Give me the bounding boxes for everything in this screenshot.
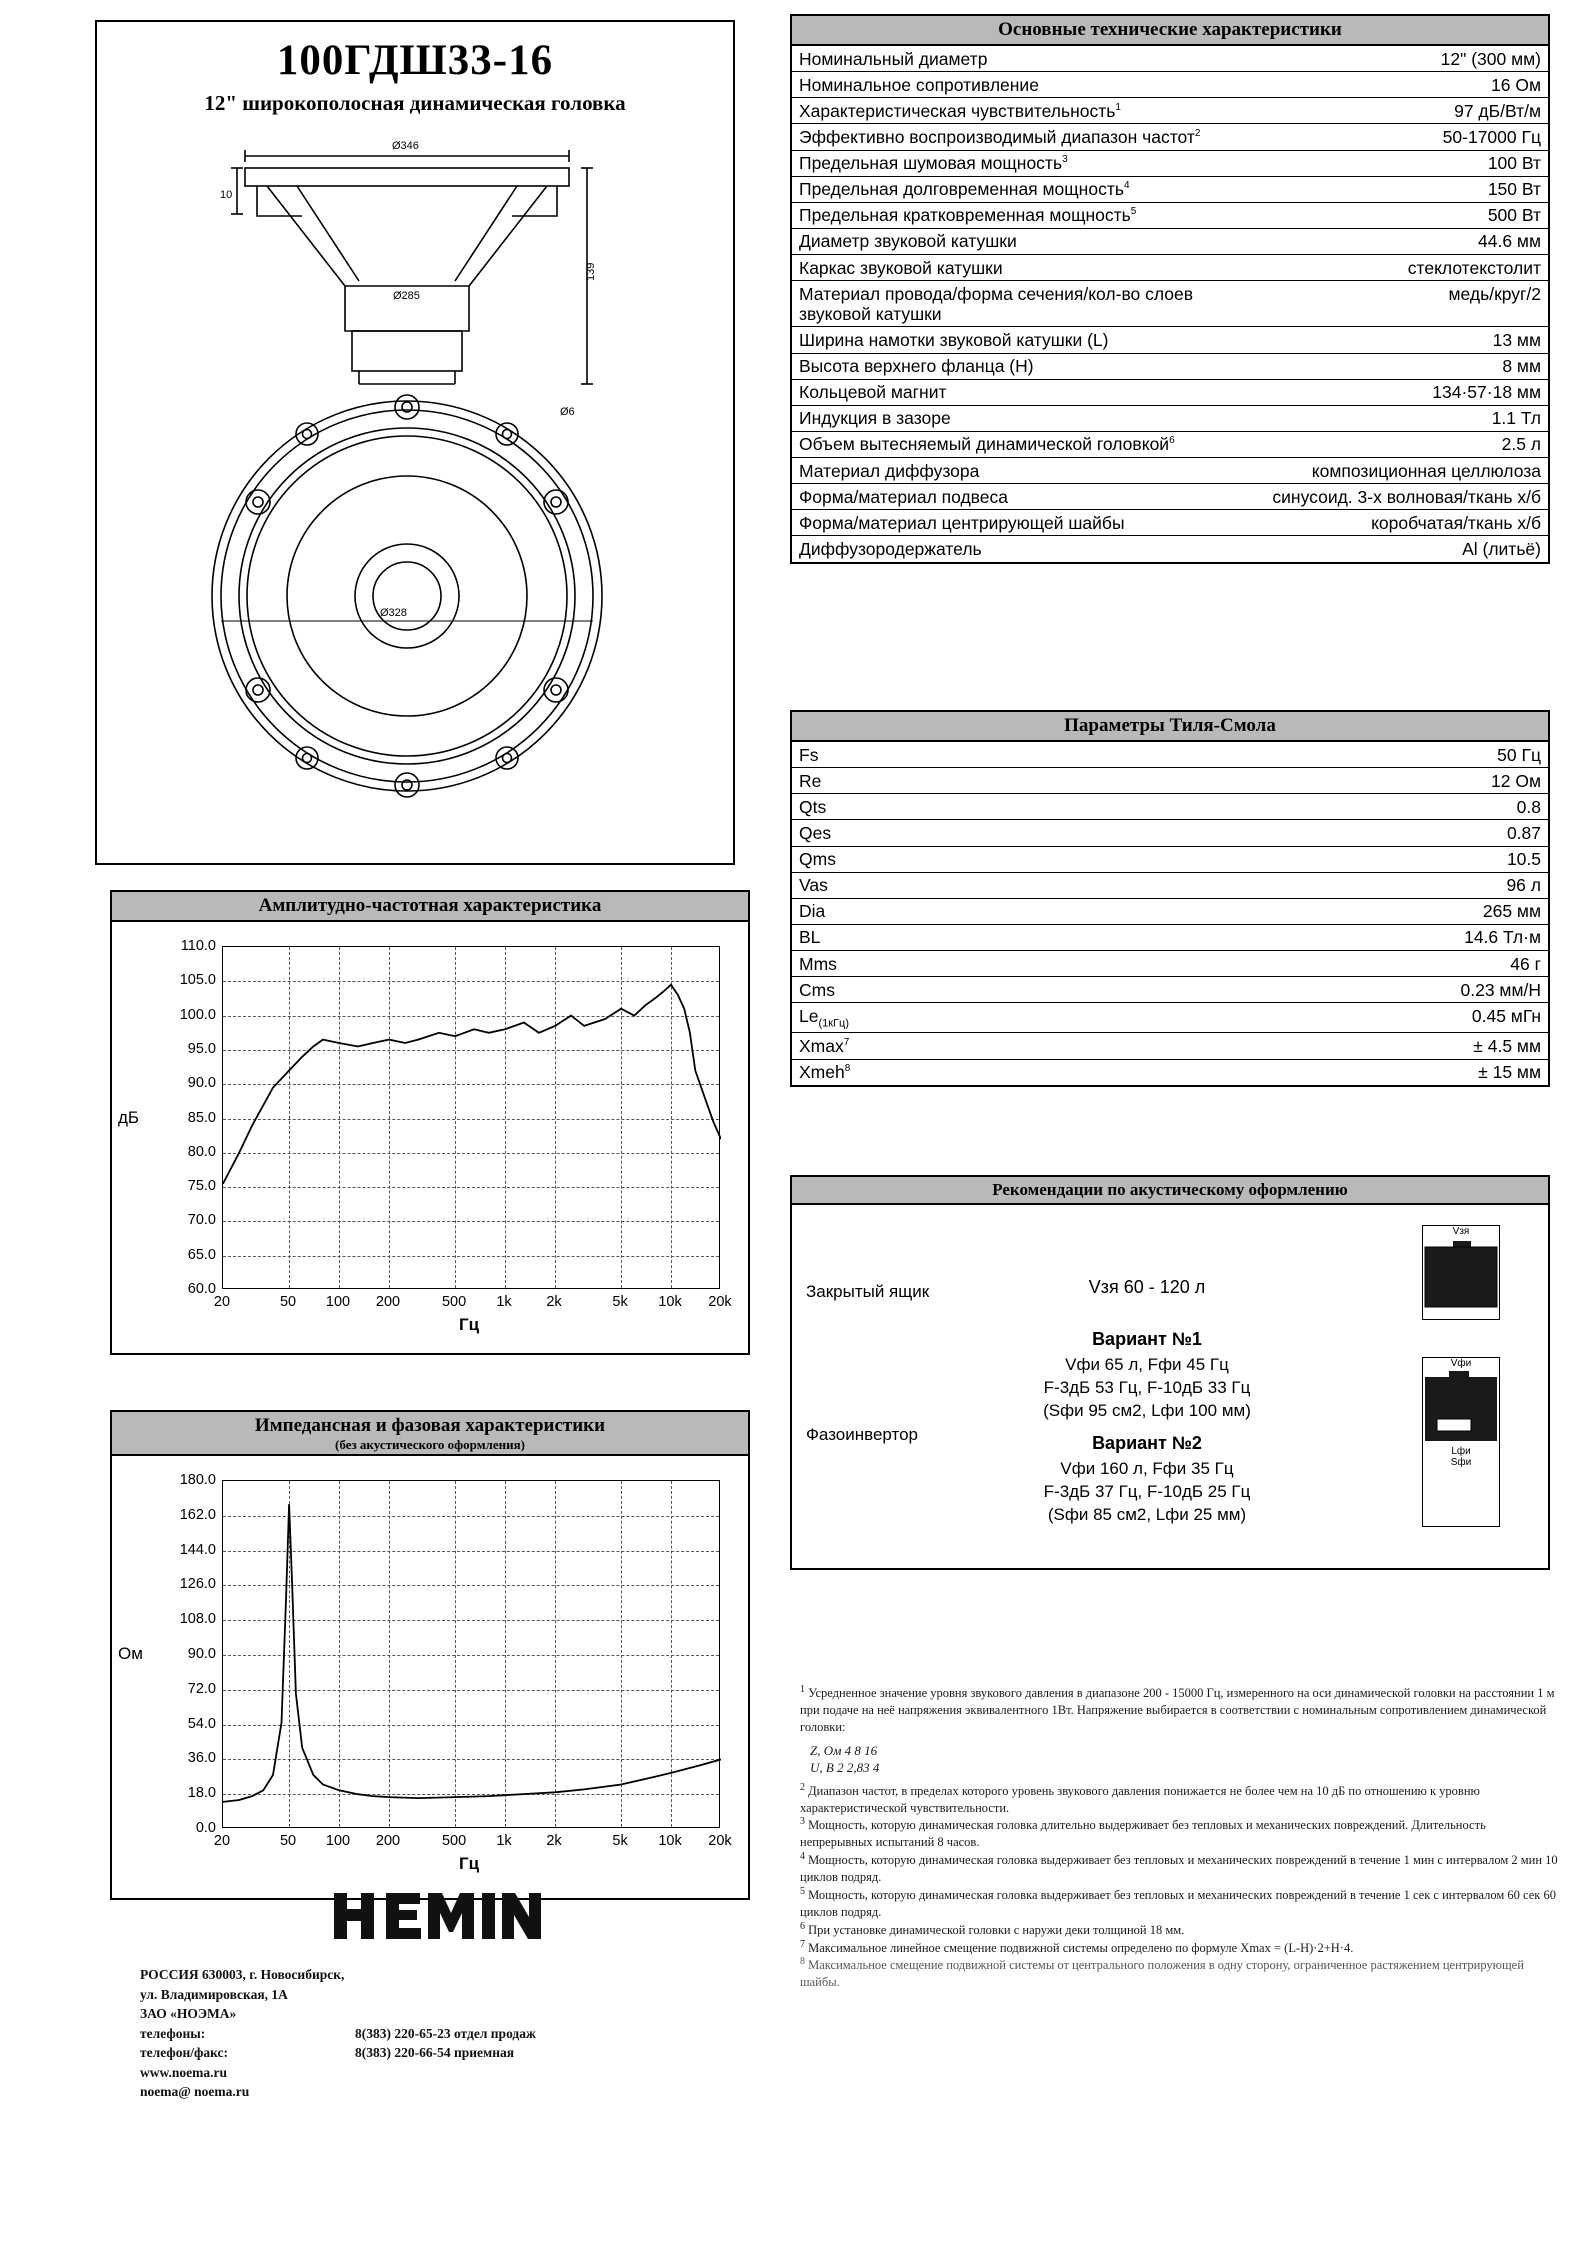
x-axis-label: Гц [459, 1315, 480, 1334]
variant1-title: Вариант №1 [1092, 1329, 1202, 1349]
reco-header: Рекомендации по акустическому оформлению [792, 1177, 1548, 1205]
x-axis-tick: 100 [325, 1294, 351, 1310]
spec-value: 96 л [1101, 872, 1548, 898]
variant2-line3: (Sфи 85 см2, Lфи 25 мм) [1047, 1505, 1247, 1524]
closed-box-sketch-svg [1423, 1237, 1499, 1309]
table-row [792, 150, 1548, 176]
spec-name: Материал диффузора [792, 458, 1265, 484]
x-axis-tick: 50 [279, 1833, 297, 1849]
footnote-3: $^3$ Мощность, которую динамическая головка длительно выдерживает без тепловых и механических повреждений. Длительность непрерывных испытаний 8 часов. [800, 1816, 1486, 1850]
imp-chart-subtitle: (без акустического оформления) [335, 1437, 525, 1452]
table-row [792, 431, 1548, 457]
x-axis-tick: 1k [496, 1294, 512, 1310]
table-row [792, 742, 1548, 768]
footnotes [800, 1685, 1560, 1992]
spec-value: композиционная целлюлоза [1265, 458, 1548, 484]
spec-name: Каркас звуковой катушки [792, 255, 1265, 281]
imp-chart-area [112, 1456, 748, 1890]
footnote-4: $^4$ Мощность, которую динамическая головка выдерживает без тепловых и механических повреждений в течение 1 мин с интервалом 2 мин 10 циклов подряд. [800, 1851, 1558, 1885]
spec-name: $Le_{(1кГц)}$ [792, 1003, 1101, 1033]
website[interactable]: www.noema.ru [140, 2064, 227, 2080]
main-spec-table-box [790, 14, 1550, 564]
spec-value: 0.45 мГн [1101, 1003, 1548, 1033]
footnote-2: $^2$ Диапазон частот, в пределах которого уровень звукового давления понижается не более чем на 10 дБ по отношению к уровню характеристической чувствительности. [800, 1781, 1480, 1815]
spec-value: 44.6 мм [1265, 228, 1548, 254]
spec-name: Объем вытесняемый динамической головкой$^6$ [792, 431, 1265, 457]
x-axis-tick: 10k [658, 1294, 682, 1310]
spec-value: 134·57·18 мм [1265, 379, 1548, 405]
product-subtitle: 12" широкополосная динамическая головка [204, 91, 626, 115]
table-row [792, 977, 1548, 1003]
tiele-small-table-box [790, 710, 1550, 1087]
table-row [792, 872, 1548, 898]
x-axis-tick: 200 [375, 1294, 401, 1310]
x-axis-tick: 20k [708, 1294, 732, 1310]
freq-chart-area [112, 922, 748, 1351]
y-axis-tick: 0.0 [195, 1820, 216, 1836]
x-axis-tick: 20k [708, 1833, 732, 1849]
x-axis-label: Гц [459, 1854, 480, 1873]
spec-name: Эффективно воспроизводимый диапазон частот$^2$ [792, 124, 1265, 150]
x-axis-tick: 10k [658, 1833, 682, 1849]
variant2-line2: F-3дБ 37 Гц, F-10дБ 25 Гц [1043, 1482, 1251, 1501]
fax-label: телефон/факс: [140, 2045, 228, 2061]
spec-name: Qes [792, 820, 1101, 846]
dim-cone-label: Ø328 [380, 607, 407, 619]
spec-name: Высота верхнего фланца (H) [792, 353, 1265, 379]
frequency-response-chart-box [110, 890, 750, 1355]
spec-name: Номинальный диаметр [792, 46, 1265, 72]
footnote-6: $^6$ При установке динамической головки с наружи деки толщиной 18 мм. [800, 1920, 1185, 1937]
product-illustration-box [95, 20, 735, 865]
imp-chart-title-main: Импедансная и фазовая характеристики [254, 1415, 606, 1436]
bassreflex-sketch-label-lfi: Lфи [1451, 1446, 1471, 1457]
spec-name: Fs [792, 742, 1101, 768]
table-row [792, 98, 1548, 124]
main-spec-header: Основные технические характеристики [792, 16, 1548, 46]
table-row [792, 1003, 1548, 1033]
enclosure-recommendations-box [790, 1175, 1550, 1570]
variant1-line1: Vфи 65 л, Fфи 45 Гц [1065, 1355, 1229, 1374]
address-line-2: ул. Владимировская, 1А [140, 1986, 288, 2002]
y-axis-tick: 80.0 [187, 1143, 216, 1160]
table-row [792, 281, 1548, 327]
spec-name: Qts [792, 794, 1101, 820]
spec-value: ± 15 мм [1478, 1062, 1541, 1083]
table-row [792, 353, 1548, 379]
dim-mid-label: Ø285 [393, 290, 420, 302]
chart-series [223, 947, 721, 1290]
spec-name: Форма/материал подвеса [792, 484, 1265, 510]
fax-value: 8(383) 220-66-54 приемная [355, 2045, 515, 2061]
spec-name: Форма/материал центрирующей шайбы [792, 510, 1265, 536]
spec-name: Характеристическая чувствительность$^1$ [792, 98, 1265, 124]
spec-name: Ширина намотки звуковой катушки (L) [792, 327, 1265, 353]
spec-name: Mms [792, 951, 1101, 977]
x-axis-tick: 5k [612, 1294, 628, 1310]
table-row [792, 255, 1548, 281]
closed-box-sketch [1422, 1225, 1500, 1320]
dim-hole-label: Ø6 [560, 406, 575, 418]
company-logo-svg [330, 1885, 560, 1947]
spec-name: BL [792, 924, 1101, 950]
table-row [792, 176, 1548, 202]
footnote-1: $^1$ Усредненное значение уровня звукового давления в диапазоне 200 - 15000 Гц, измеренного на оси динамической головки на расстоянии 1 м при подаче на неё напряжения эквивалентного 1Вт. Напряжение выбирается в соответствии с номинальным сопротивлением динамической головки: [800, 1683, 1555, 1734]
table-row [792, 846, 1548, 872]
email[interactable]: noema@ noema.ru [140, 2084, 250, 2100]
spec-value: 12" (300 мм) [1265, 46, 1548, 72]
plot-area [222, 946, 720, 1289]
y-axis-tick: 60.0 [187, 1281, 216, 1297]
y-axis-tick: 18.0 [187, 1785, 216, 1802]
variant2-line1: Vфи 160 л, Fфи 35 Гц [1060, 1459, 1234, 1478]
chart-series [223, 1481, 721, 1829]
company-address [140, 1965, 536, 2102]
spec-name: Предельная кратковременная мощность$^5$ [792, 202, 1265, 228]
y-axis-tick: 85.0 [187, 1109, 216, 1126]
spec-value: Al (литьё) [1462, 538, 1541, 559]
bassreflex-sketch-svg [1423, 1369, 1499, 1444]
speaker-drawing-svg [97, 116, 737, 816]
y-axis-tick: 70.0 [187, 1212, 216, 1229]
spec-value: 10.5 [1101, 846, 1548, 872]
y-axis-label: Ом [118, 1644, 143, 1663]
spec-value: синусоид. 3-х волновая/ткань х/б [1265, 484, 1548, 510]
table-row [792, 327, 1548, 353]
table-row [792, 484, 1548, 510]
y-axis-tick: 54.0 [187, 1715, 216, 1732]
y-axis-tick: 95.0 [187, 1040, 216, 1057]
spec-name: Индукция в зазоре [792, 405, 1265, 431]
phone-value: 8(383) 220-65-23 отдел продаж [355, 2025, 536, 2041]
y-axis-tick: 36.0 [187, 1750, 216, 1767]
table-row [792, 1033, 1548, 1059]
bassreflex-label: Фазоинвертор [806, 1425, 919, 1444]
x-axis-tick: 2k [546, 1833, 562, 1849]
table-row [792, 536, 1548, 562]
page-title: 100ГДШ33-16 [276, 37, 554, 84]
table-row [792, 951, 1548, 977]
spec-value: 12 Ом [1101, 768, 1548, 794]
y-axis-tick: 75.0 [187, 1178, 216, 1195]
impedance-chart-box [110, 1410, 750, 1900]
phone-label: телефоны: [140, 2025, 206, 2041]
y-axis-tick: 90.0 [187, 1075, 216, 1092]
x-axis-tick: 20 [213, 1833, 231, 1849]
spec-name: Cms [792, 977, 1101, 1003]
closed-box-value: Vзя 60 - 120 л [1088, 1277, 1206, 1297]
bassreflex-sketch-label-vfi: Vфи [1450, 1358, 1472, 1369]
freq-chart-title: Амплитудно-частотная характеристика [112, 892, 748, 922]
x-axis-tick: 2k [546, 1294, 562, 1310]
x-axis-tick: 200 [375, 1833, 401, 1849]
spec-name: Xmeh$^8$ [799, 1062, 851, 1083]
spec-name: Кольцевой магнит [792, 379, 1265, 405]
spec-name: Re [792, 768, 1101, 794]
closed-box-label: Закрытый ящик [806, 1282, 930, 1301]
y-axis-tick: 110.0 [180, 938, 216, 954]
table-row [792, 379, 1548, 405]
plot-area [222, 1480, 720, 1828]
y-axis-tick: 162.0 [179, 1506, 216, 1523]
y-axis-tick: 144.0 [179, 1541, 216, 1558]
spec-value: 14.6 Тл·м [1101, 924, 1548, 950]
dim-flange-label: 10 [220, 189, 233, 201]
imp-chart-title [112, 1412, 748, 1456]
x-axis-tick: 50 [279, 1294, 297, 1310]
spec-name: Xmax$^7$ [792, 1033, 1101, 1059]
closed-box-sketch-label: Vзя [1452, 1226, 1470, 1237]
y-axis-tick: 90.0 [187, 1646, 216, 1662]
spec-value: 150 Вт [1265, 176, 1548, 202]
table-row [792, 228, 1548, 254]
spec-name: Номинальное сопротивление [792, 72, 1265, 98]
y-axis-tick: 180.0 [179, 1472, 216, 1488]
address-line-3: ЗАО «НОЭМА» [140, 2006, 237, 2022]
footnote-voltage-row-u: U, В 2 2,83 4 [810, 1760, 880, 1776]
spec-value: 0.8 [1101, 794, 1548, 820]
y-axis-tick: 105.0 [179, 972, 216, 989]
tiele-header: Параметры Тиля-Смола [792, 712, 1548, 742]
spec-value: 50-17000 Гц [1265, 124, 1548, 150]
spec-value: 0.23 мм/Н [1101, 977, 1548, 1003]
x-axis-tick: 5k [612, 1833, 628, 1849]
variant1-line3: (Sфи 95 см2, Lфи 100 мм) [1043, 1401, 1251, 1420]
footnote-5: $^5$ Мощность, которую динамическая головка выдерживает без тепловых и механических повреждений в течение 1 сек с интервалом 60 сек 60 циклов подряд. [800, 1885, 1556, 1919]
y-axis-tick: 65.0 [187, 1246, 216, 1263]
spec-value: 100 Вт [1265, 150, 1548, 176]
table-row [792, 820, 1548, 846]
spec-value: ± 4.5 мм [1101, 1033, 1548, 1059]
x-axis-tick: 500 [441, 1294, 467, 1310]
spec-value: 97 дБ/Вт/м [1265, 98, 1548, 124]
footnote-voltage-table [810, 1742, 1560, 1777]
table-row [792, 458, 1548, 484]
table-row [792, 124, 1548, 150]
spec-value: 50 Гц [1101, 742, 1548, 768]
spec-value: 8 мм [1265, 353, 1548, 379]
table-row [792, 202, 1548, 228]
x-axis-tick: 20 [213, 1294, 231, 1310]
table-row [792, 898, 1548, 924]
company-logo [330, 1885, 560, 1947]
y-axis-tick: 100.0 [179, 1006, 216, 1023]
spec-value: коробчатая/ткань х/б [1265, 510, 1548, 536]
spec-value: 2.5 л [1265, 431, 1548, 457]
variant2-title: Вариант №2 [1092, 1433, 1202, 1453]
table-row [792, 72, 1548, 98]
main-spec-table [792, 46, 1548, 562]
spec-value: 46 г [1101, 951, 1548, 977]
spec-name: Диаметр звуковой катушки [792, 228, 1265, 254]
spec-name: Предельная долговременная мощность$^4$ [792, 176, 1265, 202]
table-row [792, 924, 1548, 950]
address-line-1: РОССИЯ 630003, г. Новосибирск, [140, 1967, 345, 1982]
x-axis-tick: 500 [441, 1833, 467, 1849]
table-row [792, 794, 1548, 820]
spec-name: Qms [792, 846, 1101, 872]
footnote-8: $^8$ Максимальное смещение подвижной системы от центрального положения в одну сторону, ограниченное растяжением центрирующей шайбы. [800, 1956, 1524, 1990]
spec-value: 16 Ом [1265, 72, 1548, 98]
dim-outer-label: Ø346 [392, 140, 419, 152]
y-axis-tick: 108.0 [179, 1611, 216, 1628]
y-axis-label: дБ [118, 1107, 140, 1127]
footnote-voltage-row-z: Z, Ом 4 8 16 [810, 1742, 878, 1758]
spec-value: 13 мм [1265, 327, 1548, 353]
spec-name: Vas [792, 872, 1101, 898]
table-row [792, 1059, 1548, 1085]
spec-value: 0.87 [1101, 820, 1548, 846]
bassreflex-sketch [1422, 1357, 1500, 1527]
variant1-line2: F-3дБ 53 Гц, F-10дБ 33 Гц [1043, 1378, 1251, 1397]
table-row [792, 405, 1548, 431]
spec-value: 265 мм [1101, 898, 1548, 924]
spec-name: Предельная шумовая мощность$^3$ [792, 150, 1265, 176]
y-axis-tick: 126.0 [179, 1576, 216, 1593]
spec-name: Диффузородержатель [799, 538, 982, 559]
table-row [792, 46, 1548, 72]
spec-value: 1.1 Тл [1265, 405, 1548, 431]
spec-value: стеклотекстолит [1265, 255, 1548, 281]
spec-name: Материал провода/форма сечения/кол-во слоев звуковой катушки [792, 281, 1265, 327]
table-row [792, 768, 1548, 794]
speaker-drawing [97, 116, 733, 816]
x-axis-tick: 1k [496, 1833, 512, 1849]
tiele-table [792, 742, 1548, 1085]
spec-name: Dia [792, 898, 1101, 924]
bassreflex-sketch-label-sfi: Sфи [1450, 1457, 1472, 1468]
spec-value: медь/круг/2 [1265, 281, 1548, 327]
x-axis-tick: 100 [325, 1833, 351, 1849]
table-row [792, 510, 1548, 536]
dim-depth-label: 139 [585, 262, 597, 281]
footnote-7: $^7$ Максимальное линейное смещение подвижной системы определено по формуле Хmax = (L-H)·2+H·4. [800, 1938, 1354, 1955]
y-axis-tick: 72.0 [187, 1680, 216, 1697]
spec-value: 500 Вт [1265, 202, 1548, 228]
